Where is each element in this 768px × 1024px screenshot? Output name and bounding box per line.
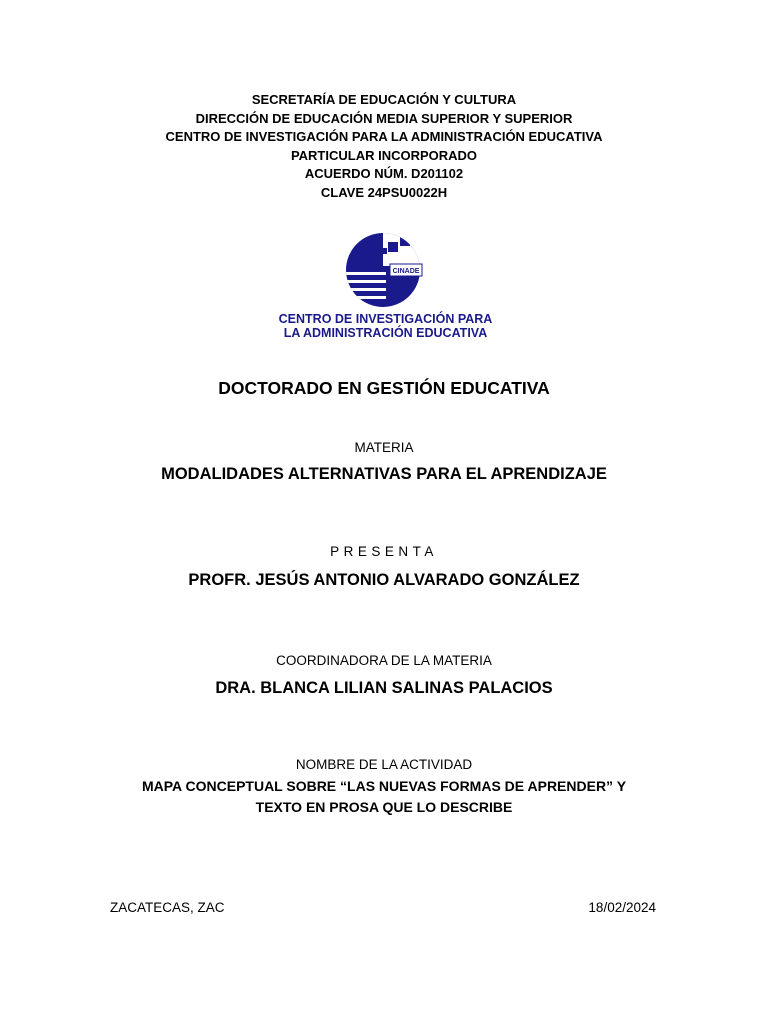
header-line: CENTRO DE INVESTIGACIÓN PARA LA ADMINISTRACIÓN EDUCATIVA (165, 129, 603, 144)
actividad-value (0, 776, 768, 818)
header-line: PARTICULAR INCORPORADO (290, 147, 478, 163)
logo-caption-line: LA ADMINISTRACIÓN EDUCATIVA (283, 326, 488, 340)
header-line: CLAVE 24PSU0022H (320, 184, 448, 200)
cinade-badge-text: CINADE (392, 268, 420, 275)
header-line: SECRETARÍA DE EDUCACIÓN Y CULTURA (251, 92, 517, 107)
coordinadora-value: DRA. BLANCA LILIAN SALINAS PALACIOS (215, 679, 553, 697)
actividad-value-line: TEXTO EN PROSA QUE LO DESCRIBE (255, 799, 513, 815)
institution-header (0, 91, 768, 202)
cinade-emblem-icon (346, 228, 426, 310)
materia-value: MODALIDADES ALTERNATIVAS PARA EL APRENDIZAJE (161, 465, 607, 483)
actividad-value-line: MAPA CONCEPTUAL SOBRE “LAS NUEVAS FORMAS DE APRENDER” Y (141, 778, 627, 794)
cinade-logo (268, 216, 503, 350)
program-title: DOCTORADO EN GESTIÓN EDUCATIVA (218, 378, 550, 398)
footer-location: ZACATECAS, ZAC (110, 900, 225, 915)
header-line: ACUERDO NÚM. D201102 (304, 166, 464, 181)
header-line: DIRECCIÓN DE EDUCACIÓN MEDIA SUPERIOR Y SUPERIOR (195, 110, 573, 126)
actividad-label: NOMBRE DE LA ACTIVIDAD (295, 757, 473, 772)
presenta-label: PRESENTA (330, 544, 438, 559)
logo-caption (268, 312, 503, 340)
logo-caption-line: CENTRO DE INVESTIGACIÓN PARA (278, 312, 493, 326)
footer-date: 18/02/2024 (588, 900, 656, 915)
materia-label: MATERIA (354, 440, 414, 455)
coordinadora-label: COORDINADORA DE LA MATERIA (276, 653, 492, 668)
presenta-value: PROFR. JESÚS ANTONIO ALVARADO GONZÁLEZ (188, 571, 580, 589)
